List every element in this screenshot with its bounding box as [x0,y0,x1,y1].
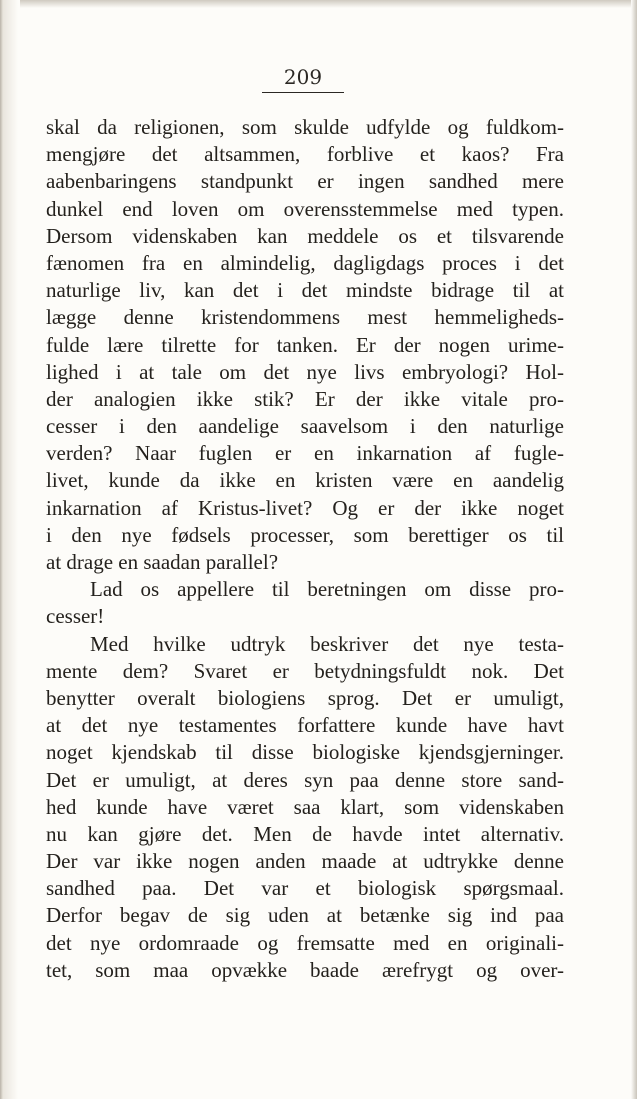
text-line: at det nye testamentes forfattere kunde have havt [46,713,564,738]
text-line: lighed i at tale om det nye livs embryologi? Hol- [46,359,564,384]
text-line: Der var ikke nogen anden maade at udtrykke denne [46,849,564,874]
text-line: noget kjendskab til disse biologiske kjendsgjerninger. [46,740,564,765]
text-line: sandhed paa. Det var et biologisk spørgsmaal. [46,876,564,901]
text-line: Dersom videnskaben kan meddele os et tilsvarende [46,223,564,248]
text-line: verden? Naar fuglen er en inkarnation af fugle- [46,441,564,466]
body-text [46,114,564,984]
text-line: det nye ordomraade og fremsatte med en originali- [46,930,564,955]
page-number: 209 [262,64,344,93]
text-line: Med hvilke udtryk beskriver det nye testa- [90,631,564,656]
text-line: skal da religionen, som skulde udfylde og fuldkom- [46,115,564,139]
text-line: mengjøre det altsammen, forblive et kaos? Fra [46,142,564,167]
text-line: nu kan gjøre det. Men de havde intet alternativ. [46,821,564,846]
text-line: hed kunde have været saa klart, som videnskaben [46,794,564,819]
text-line: Derfor begav de sig uden at betænke sig ind paa [46,903,564,928]
text-line: livet, kunde da ikke en kristen være en aandelig [46,468,564,493]
text-line: i den nye fødsels processer, som berettiger os til [46,522,564,547]
text-line: aabenbaringens standpunkt er ingen sandhed mere [46,169,564,194]
text-line: mente dem? Svaret er betydningsfuldt nok. Det [46,658,564,683]
text-line: fænomen fra en almindelig, dagligdags proces i det [46,250,564,275]
text-line: fulde lære tilrette for tanken. Er der nogen urime- [46,332,564,357]
page-edge-right [631,0,637,1099]
text-line: inkarnation af Kristus-livet? Og er der ikke noget [46,495,564,520]
text-line: cesser i den aandelige saavelsom i den naturlige [46,414,564,439]
text-line: naturlige liv, kan det i det mindste bidrage til at [46,278,564,303]
text-line: at drage en saadan parallel? [46,550,279,574]
text-line: lægge denne kristendommens mest hemmeligheds- [46,305,564,330]
page-edge-top [0,0,637,8]
text-line: Lad os appellere til beretningen om disse pro- [90,577,564,602]
text-line: tet, som maa opvække baade ærefrygt og over- [46,957,564,982]
text-line: cesser! [46,604,105,629]
text-line: dunkel end loven om overensstemmelse med typen. [46,196,564,221]
page-edge-left [0,0,20,1099]
text-line: benytter overalt biologiens sprog. Det er umuligt, [46,685,564,710]
text-line: der analogien ikke stik? Er der ikke vitale pro- [46,386,564,411]
text-line: Det er umuligt, at deres syn paa denne store sand- [46,767,564,792]
